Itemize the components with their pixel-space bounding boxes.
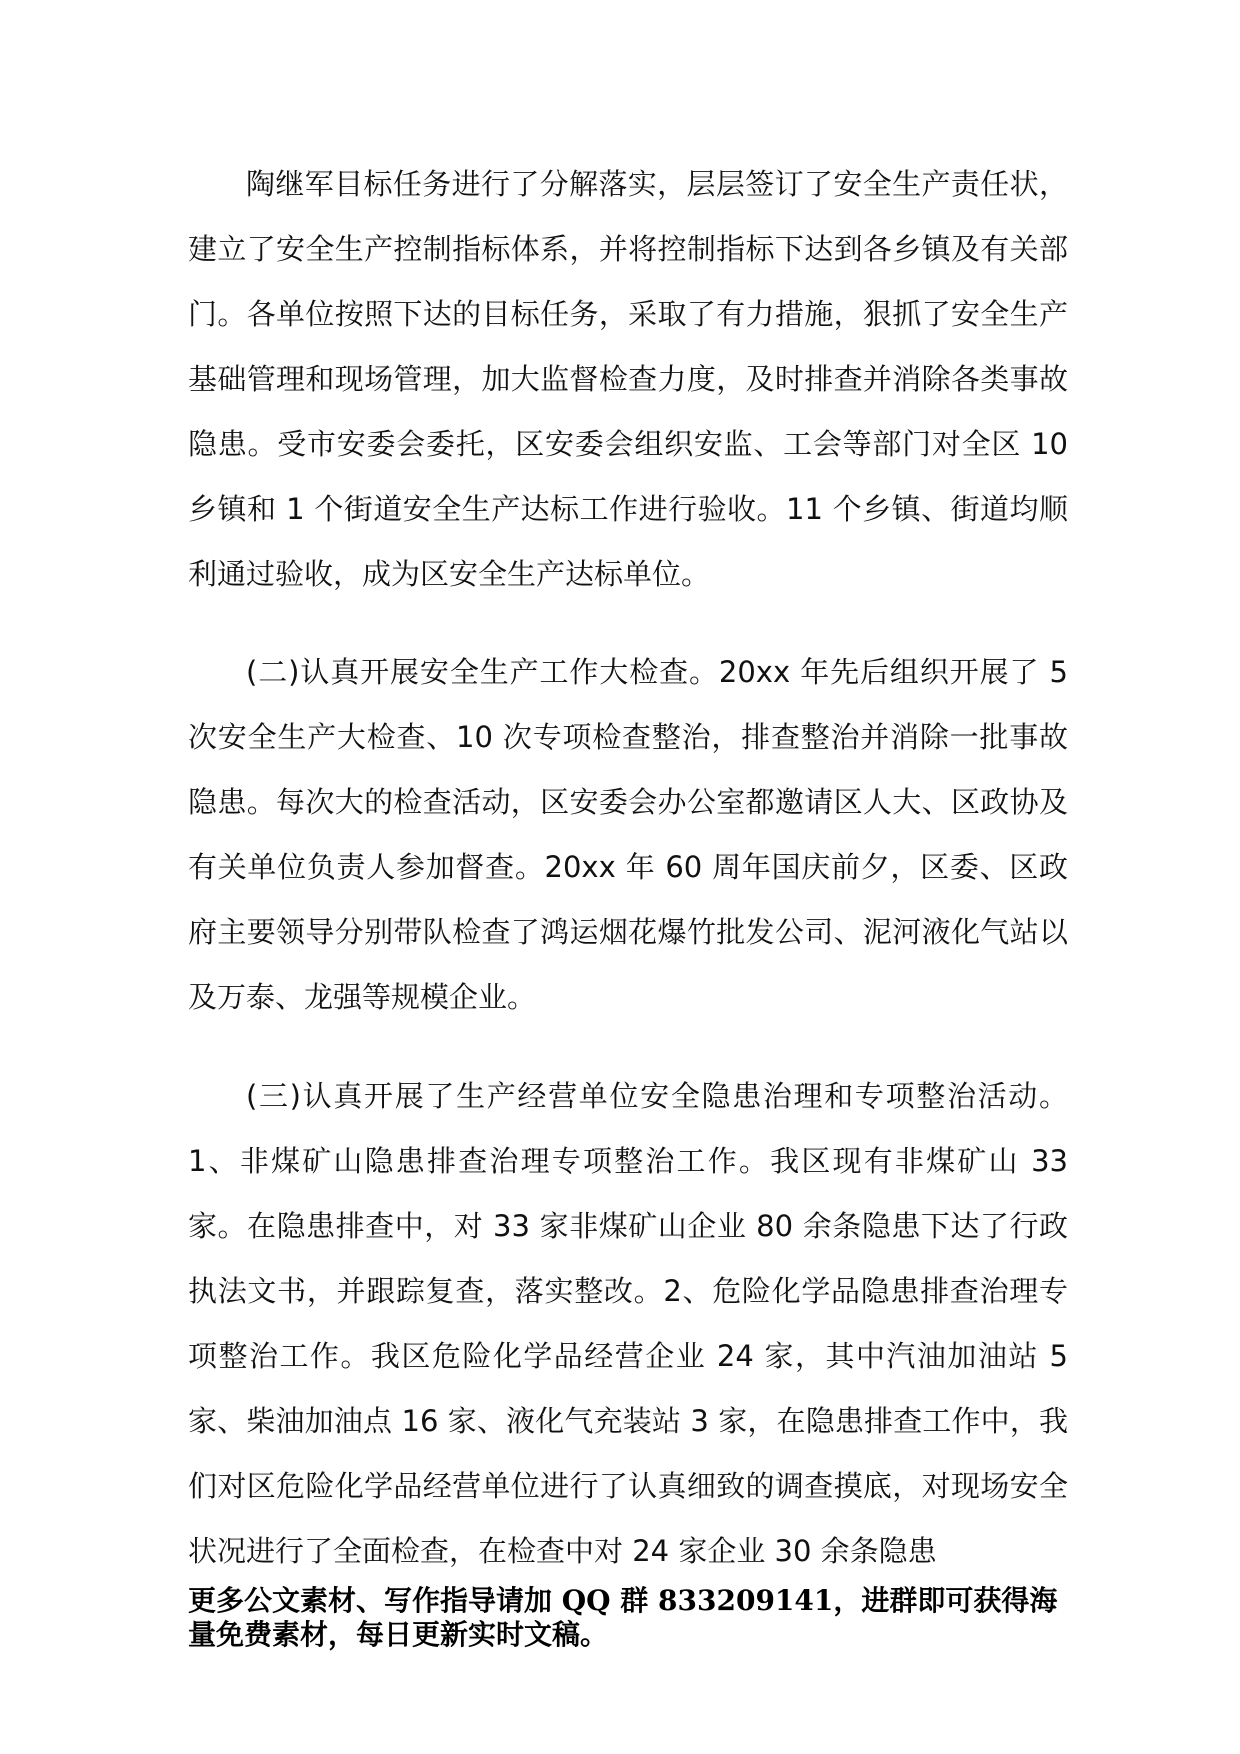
body-paragraph-3: (三)认真开展了生产经营单位安全隐患治理和专项整治活动。1、非煤矿山隐患排查治理专项整治工作。我区现有非煤矿山 33 家。在隐患排查中，对 33 家非煤矿山企业 80 余条隐患下达了行政执法文书，并跟踪复查，落实整改。2、危险化学品隐患排查治理专项整治工作。我区危险化学品经营企业 24 家，其中汽油加油站 5 家、柴油加油点 16 家、液化气充装站 3 家，在隐患排查工作中，我们对区危险化学品经营单位进行了认真细致的调查摸底，对现场安全状况进行了全面检查，在检查中对 24 家企业 30 余条隐患 bbox=[188, 1079, 1068, 1568]
body-paragraph-1: 陶继军目标任务进行了分解落实，层层签订了安全生产责任状，建立了安全生产控制指标体系，并将控制指标下达到各乡镇及有关部门。各单位按照下达的目标任务，采取了有力措施，狠抓了安全生产基础管理和现场管理，加大监督检查力度，及时排查并消除各类事故隐患。受市安委会委托，区安委会组织安监、工会等部门对全区 10 乡镇和 1 个街道安全生产达标工作进行验收。11 个乡镇、街道均顺利通过验收，成为区安全生产达标单位。 bbox=[188, 167, 1068, 591]
body-paragraph-2: (二)认真开展安全生产工作大检查。20xx 年先后组织开展了 5 次安全生产大检查、10 次专项检查整治，排查整治并消除一批事故隐患。每次大的检查活动，区安委会办公室都邀请区人大、区政协及有关单位负责人参加督查。20xx 年 60 周年国庆前夕，区委、区政府主要领导分别带队检查了鸿运烟花爆竹批发公司、泥河液化气站以及万泰、龙强等规模企业。 bbox=[188, 655, 1068, 1014]
footer-promo-note: 更多公文素材、写作指导请加 QQ 群 833209141，进群即可获得海量免费素材，每日更新实时文稿。 bbox=[188, 1584, 1058, 1651]
